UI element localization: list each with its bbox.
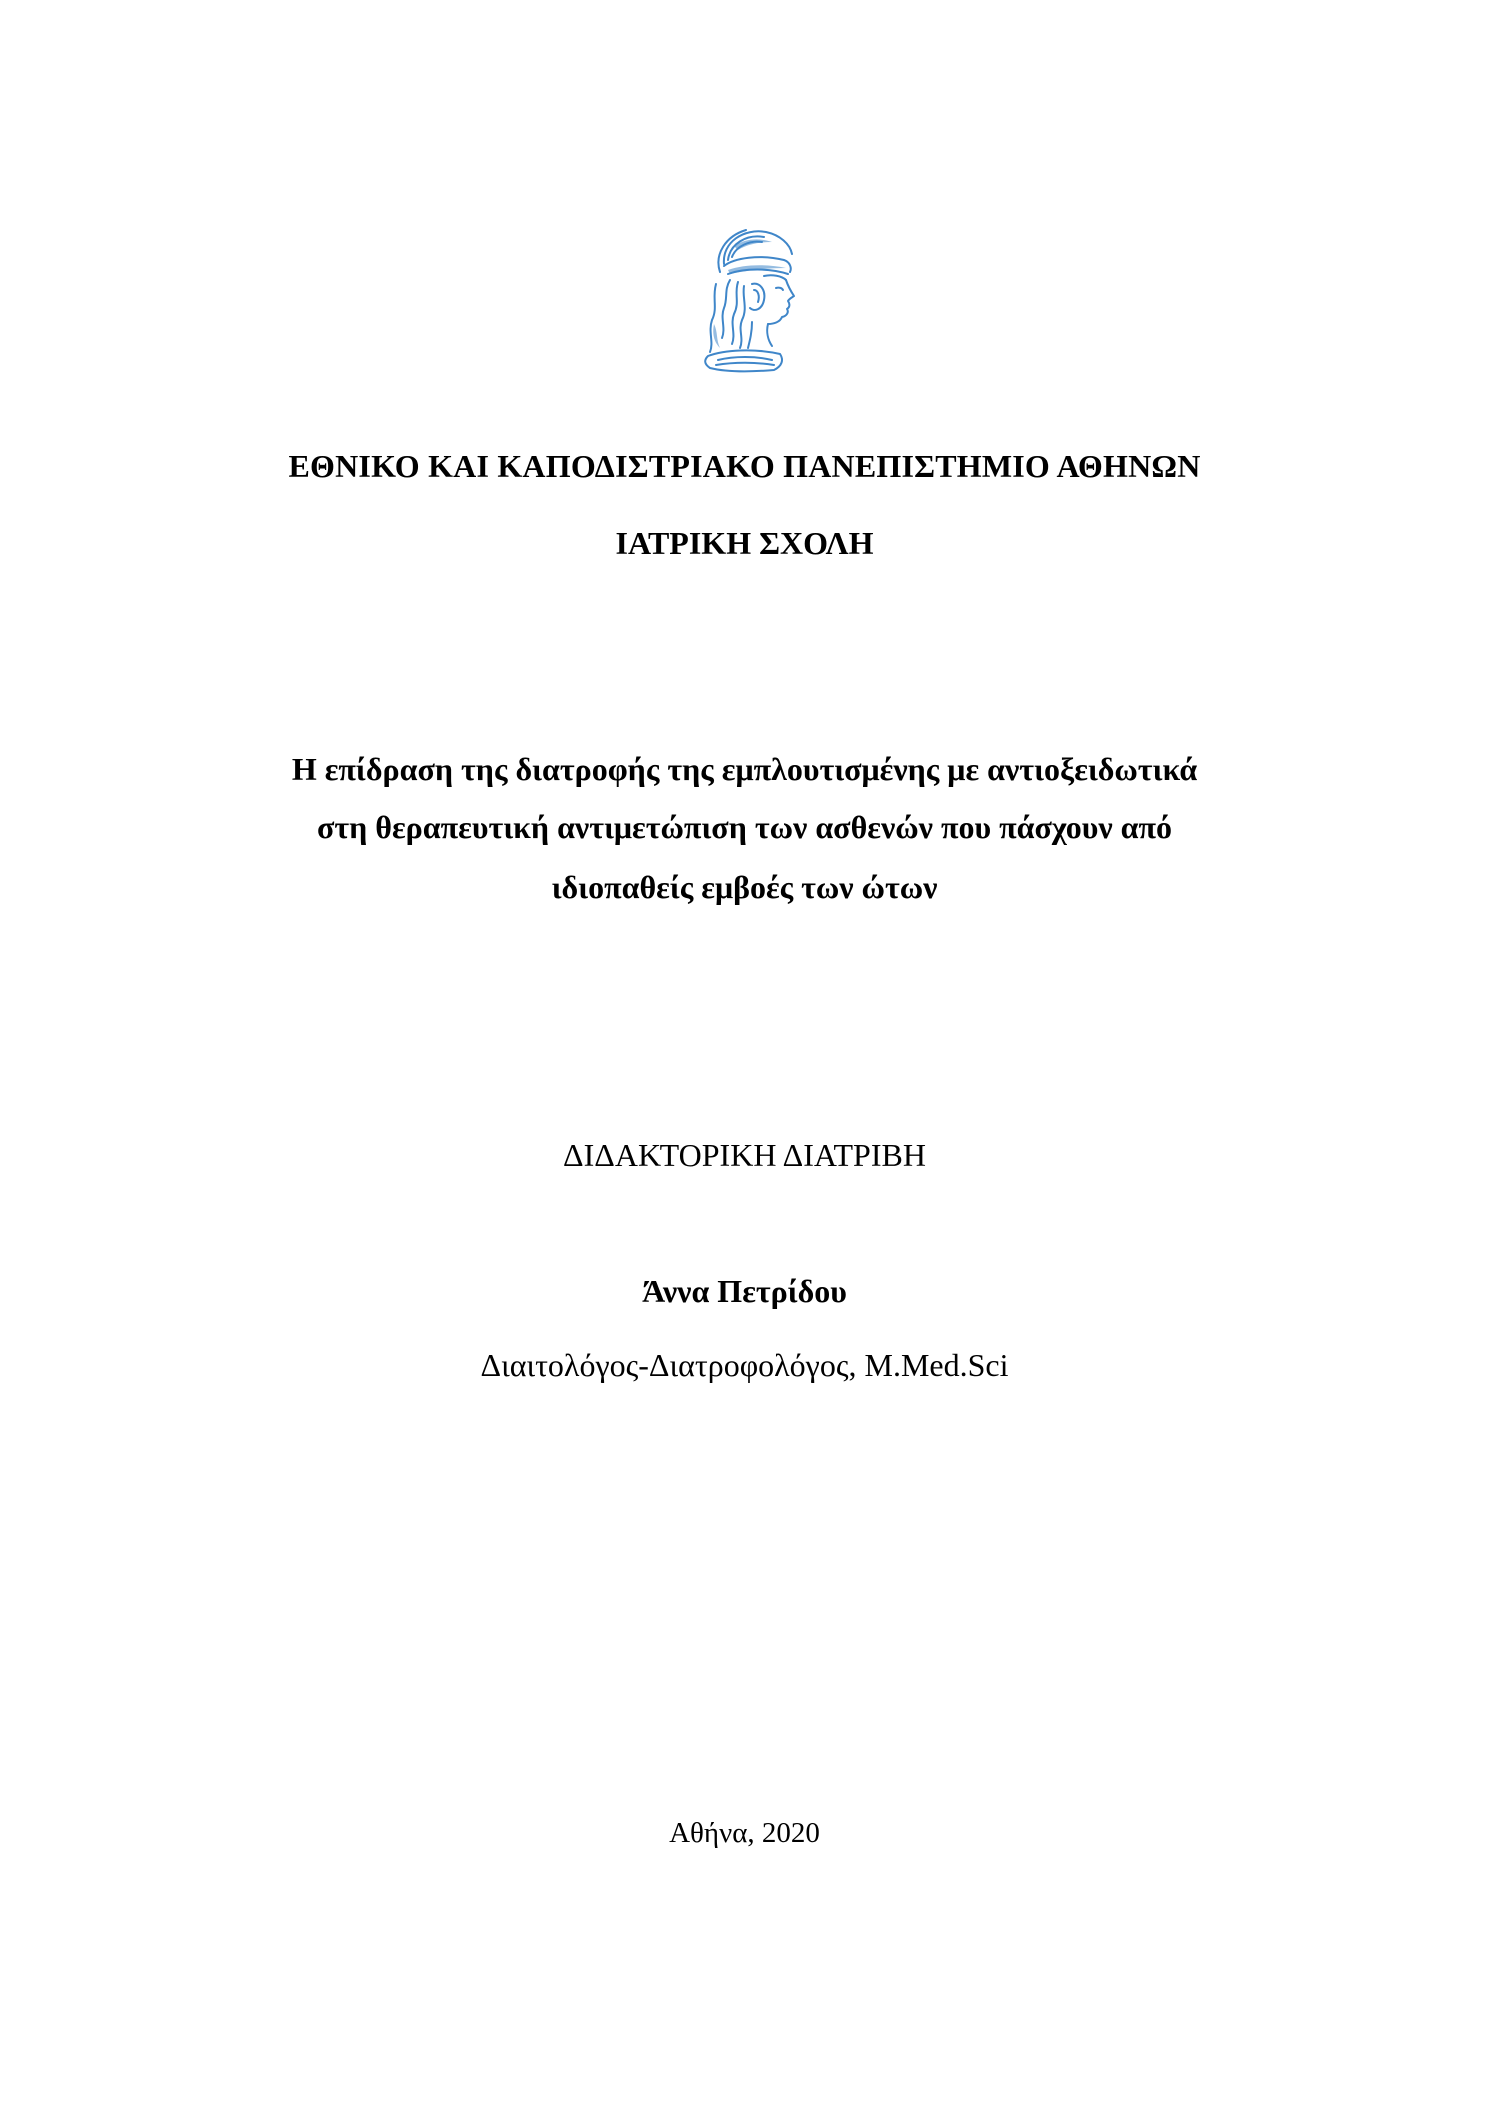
place-and-year: Αθήνα, 2020 [669, 1817, 820, 1849]
thesis-title-line-2: στη θεραπευτική αντιμετώπιση των ασθενών που πάσχουν από [316, 809, 1173, 845]
document-type: ΔΙΔΑΚΤΟΡΙΚΗ ΔΙΑΤΡΙΒΗ [563, 1137, 926, 1173]
university-name: ΕΘΝΙΚΟ ΚΑΙ ΚΑΠΟΔΙΣΤΡΙΑΚΟ ΠΑΝΕΠΙΣΤΗΜΙΟ ΑΘΗΝΩΝ [288, 448, 1201, 484]
athena-head-emblem-icon [694, 224, 798, 374]
author-name: Άννα Πετρίδου [642, 1273, 847, 1309]
thesis-title-line-3: ιδιοπαθείς εμβοές των ώτων [551, 869, 938, 905]
author-credentials: Διαιτολόγος-Διατροφολόγος, M.Med.Sci [480, 1347, 1009, 1383]
school-name: ΙΑΤΡΙΚΗ ΣΧΟΛΗ [615, 525, 874, 561]
thesis-title-line-1: Η επίδραση της διατροφής της εμπλουτισμένης με αντιοξειδωτικά [291, 751, 1198, 787]
